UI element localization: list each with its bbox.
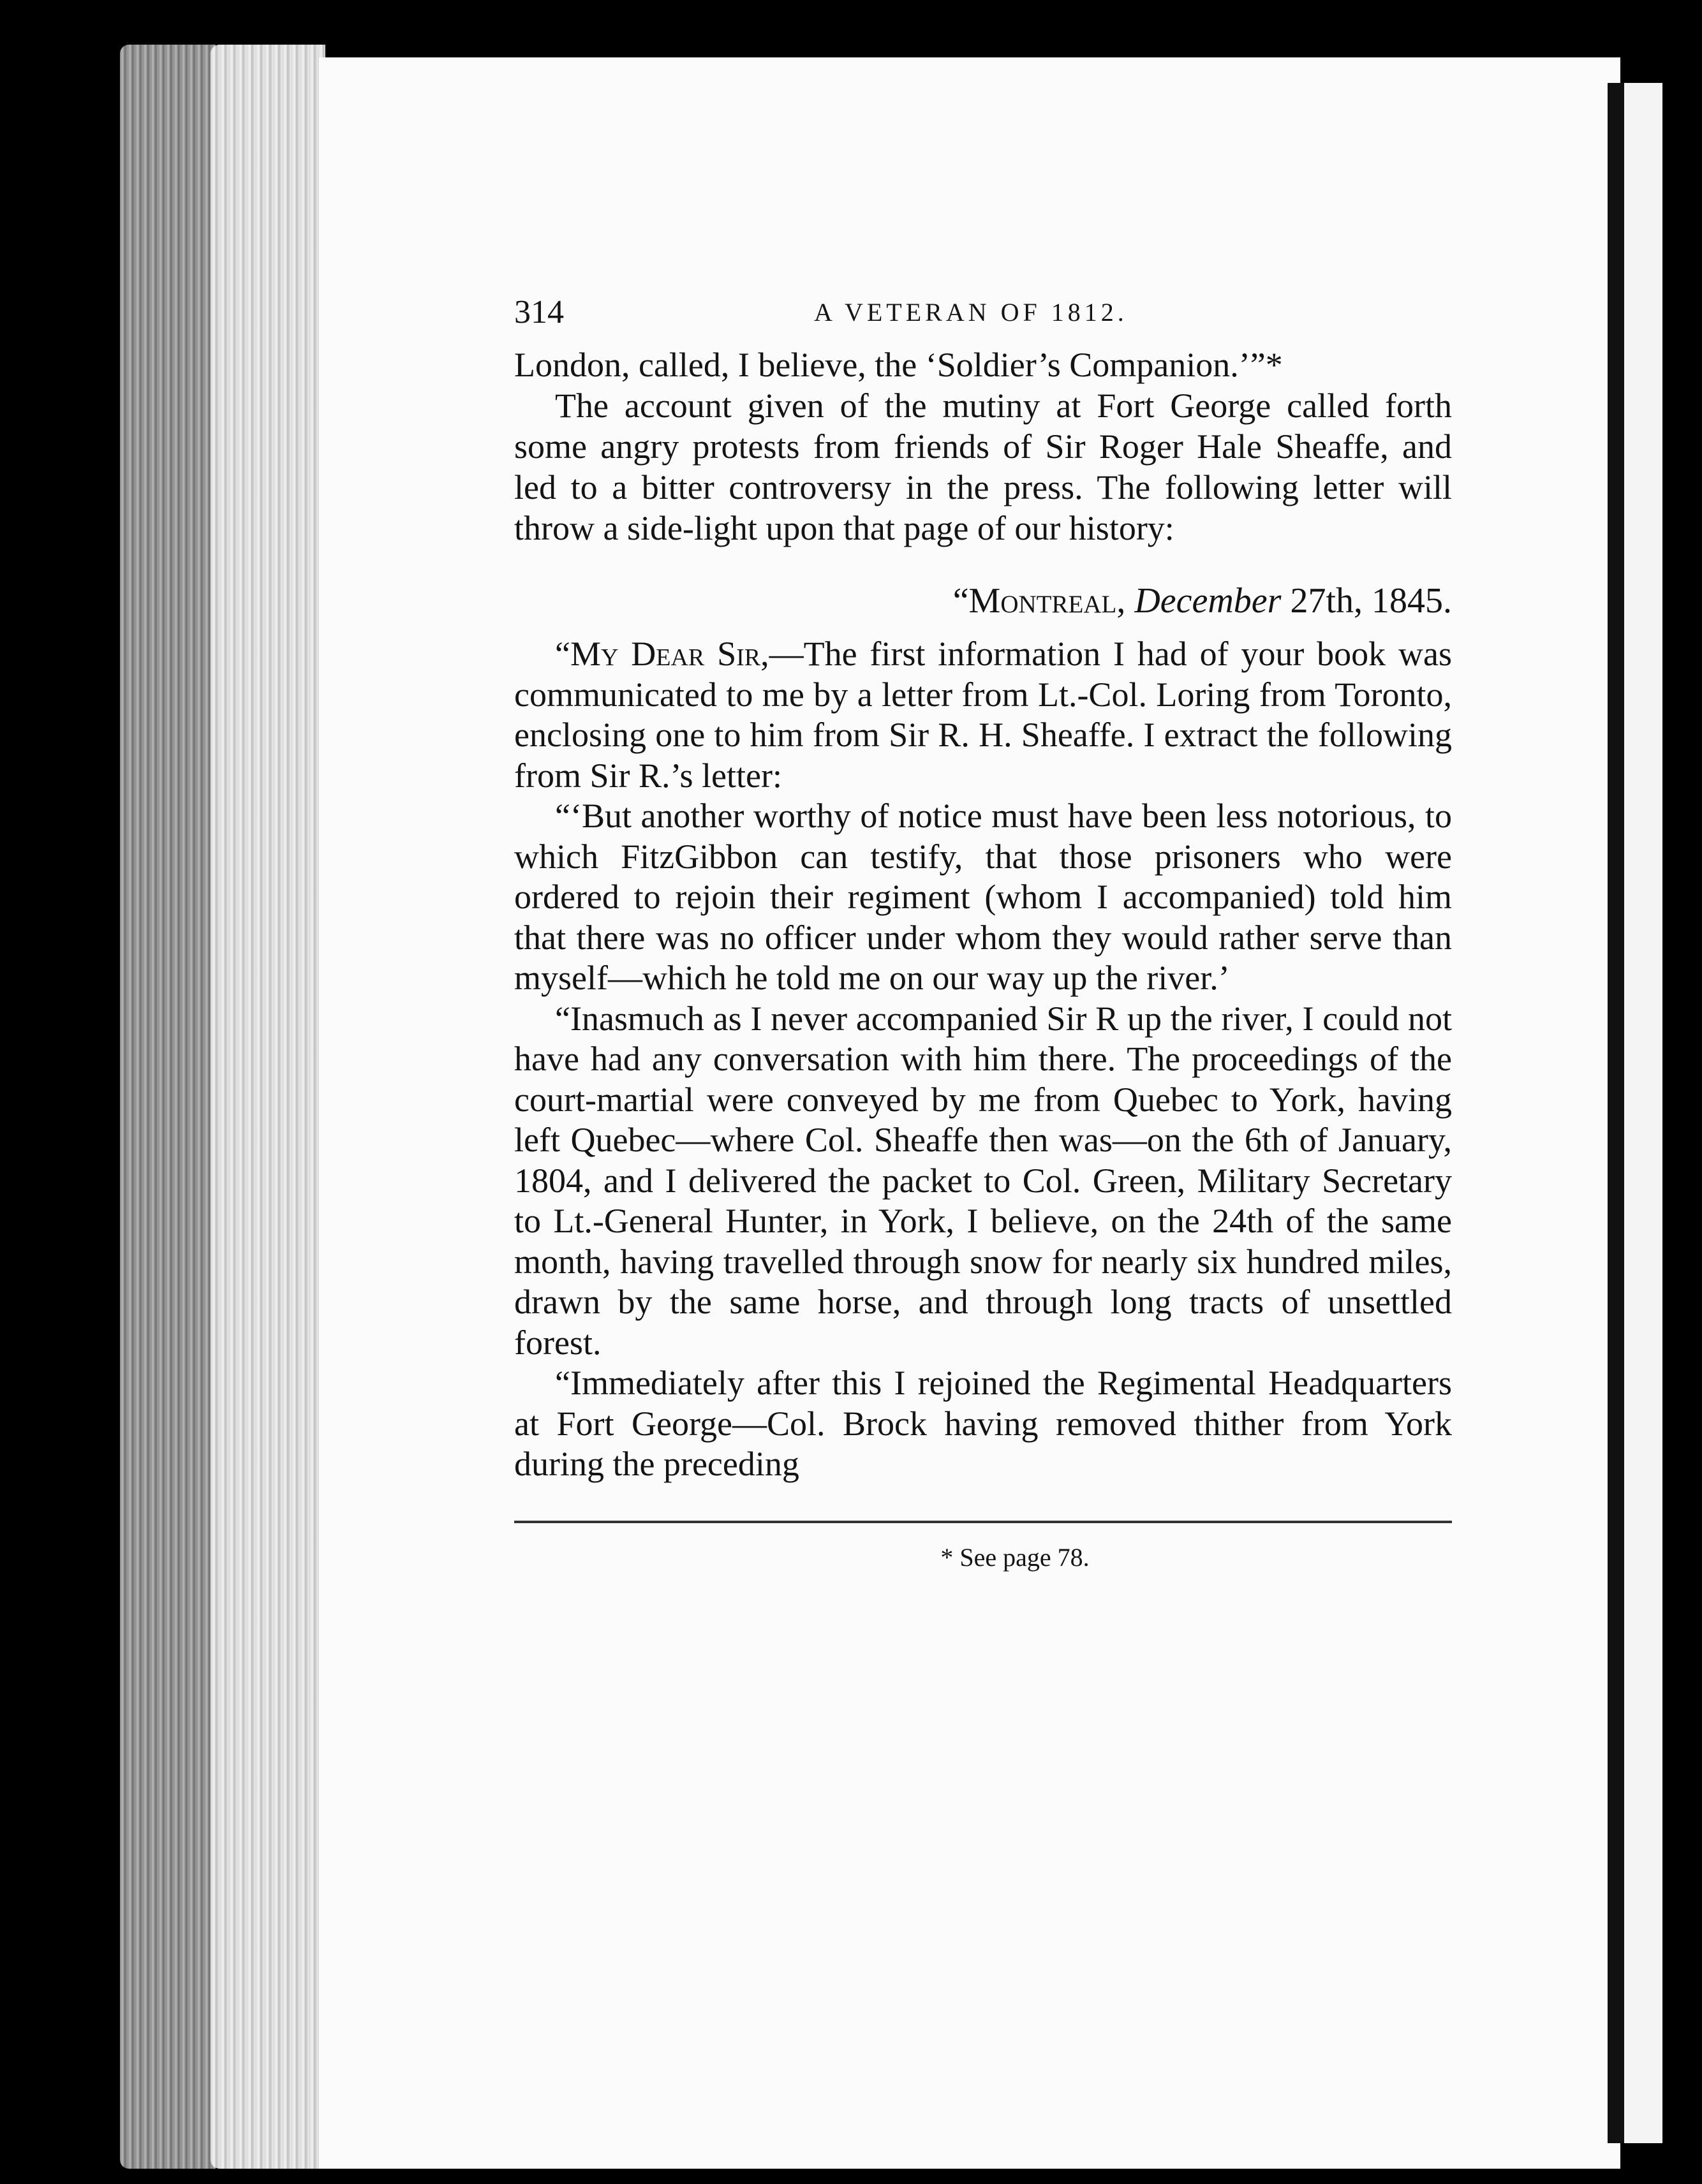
page-content bbox=[514, 274, 1452, 1572]
letter-paragraph-3: “Inasmuch as I never accompanied Sir R up the river, I could not have had any conversation with him there. The proceedings of the court-martial were conveyed by me from Quebec to York, having left Quebec—where Col. Sheaffe then was—on the 6th of January, 1804, and I delivered the packet to Col. Green, Military Secretary to Lt.-General Hunter, in York, I believe, on the 24th of the same month, having travelled through snow for nearly six hundred miles, drawn by the same horse, and through long tracts of unsettled forest. bbox=[514, 999, 1452, 1362]
letter-paragraph-1 bbox=[514, 634, 1452, 796]
running-head: A VETERAN OF 1812. bbox=[814, 298, 1128, 327]
letter-paragraph-4: “Immediately after this I rejoined the Regimental Headquarters at Fort George—Col. Brock having removed thither from York during the preceding bbox=[514, 1364, 1452, 1483]
paragraph-2: The account given of the mutiny at Fort George called forth some angry protests from friends of Sir Roger Hale Sheaffe, and led to a bitter controversy in the press. The following letter will throw a side-light upon that page of our history: bbox=[514, 387, 1452, 547]
page-edges-dark bbox=[120, 45, 216, 2169]
book-gutter bbox=[1608, 83, 1624, 2143]
page-header bbox=[514, 274, 1452, 344]
dateline-place: “Montreal, bbox=[952, 581, 1126, 621]
paragraph-1: London, called, I believe, the ‘Soldier’s Companion.’”* bbox=[514, 346, 1283, 384]
facing-page-edge bbox=[1624, 83, 1662, 2143]
footnote-rule bbox=[514, 1521, 1452, 1523]
letter-body bbox=[514, 634, 1452, 1485]
footnote: * See page 78. bbox=[940, 1542, 1090, 1572]
letter-paragraph-1-text: —The first information I had of your book was communicated to me by a letter from Lt.-Col. Loring from Toronto, enclosing one to him from Sir R. H. Sheaffe. I extract the following from Sir R.’s letter: bbox=[514, 635, 1452, 795]
letter-paragraph-2: “‘But another worthy of notice must have been less notorious, to which FitzGibbon can testify, that those prisoners who were ordered to rejoin their regiment (whom I accompanied) told him that there was no officer under whom they would rather serve than myself—which he told me on our way up the river.’ bbox=[514, 797, 1452, 997]
letter-dateline bbox=[514, 580, 1452, 621]
page-edges bbox=[211, 45, 325, 2169]
dateline-rest: 27th, 1845. bbox=[1290, 581, 1452, 621]
page-number: 314 bbox=[514, 294, 564, 330]
dateline-month: December bbox=[1134, 581, 1282, 621]
salutation: “My Dear Sir, bbox=[555, 635, 769, 673]
